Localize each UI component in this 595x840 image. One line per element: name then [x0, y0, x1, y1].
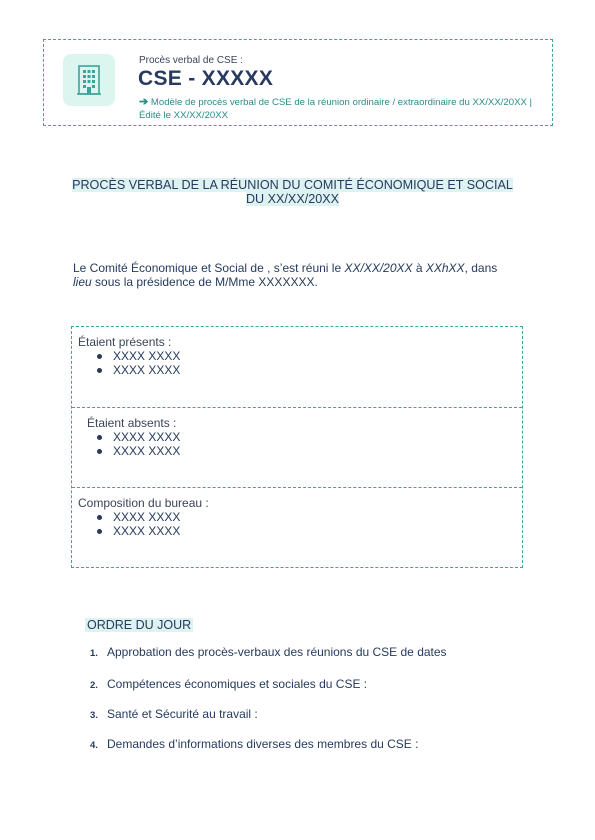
absent-label: Étaient absents :: [87, 416, 177, 430]
present-label: Étaient présents :: [78, 335, 172, 349]
intro-text: Le Comité Économique et Social de , s’est réuni le: [73, 261, 345, 275]
intro-time: XXhXX: [425, 261, 465, 275]
logo-tile: [63, 54, 115, 106]
list-item: XXXX XXXX: [96, 444, 180, 458]
list-item: XXXX XXXX: [96, 363, 180, 377]
agenda-item: [90, 737, 418, 751]
present-section: [72, 327, 522, 407]
bureau-list: [96, 510, 180, 538]
agenda-item-number: 4.: [90, 740, 98, 751]
absent-section: [72, 407, 522, 487]
main-title: CSE - XXXXX: [138, 67, 274, 90]
document-title-line2: DU XX/XX/20XX: [245, 192, 340, 206]
agenda-item-number: 1.: [90, 648, 98, 659]
agenda-item-number: 2.: [90, 680, 98, 691]
agenda-item-number: 3.: [90, 710, 98, 721]
pv-label: Procès verbal de CSE :: [139, 55, 243, 66]
intro-text: , dans: [464, 261, 498, 275]
agenda-title: ORDRE DU JOUR: [87, 618, 192, 632]
intro-paragraph: [73, 261, 513, 289]
agenda-item-text: Compétences économiques et sociales du CSE :: [107, 677, 368, 691]
agenda-item-text: Demandes d’informations diverses des membres du CSE :: [107, 737, 419, 751]
agenda-item: [90, 677, 367, 691]
subtitle: [139, 96, 539, 122]
agenda-item-text: Santé et Sécurité au travail :: [107, 707, 258, 721]
intro-place: lieu: [73, 275, 92, 289]
list-item: XXXX XXXX: [96, 510, 180, 524]
agenda-item: [90, 707, 258, 721]
building-icon: [76, 64, 102, 96]
subtitle-text: Modèle de procès verbal de CSE de la réunion ordinaire / extraordinaire du XX/XX/20XX | Édité le XX/XX/20XX: [139, 97, 533, 121]
header-box: [43, 39, 553, 126]
document-title-line1: PROCÈS VERBAL DE LA RÉUNION DU COMITÉ ÉCONOMIQUE ET SOCIAL: [72, 178, 513, 192]
intro-date: XX/XX/20XX: [344, 261, 413, 275]
agenda-item: [90, 645, 447, 659]
intro-text: à: [412, 261, 426, 275]
absent-list: [96, 430, 180, 458]
list-item: XXXX XXXX: [96, 349, 180, 363]
list-item: XXXX XXXX: [96, 430, 180, 444]
arrow-right-icon: ➔: [139, 96, 149, 108]
attendance-box: [71, 326, 523, 568]
list-item: XXXX XXXX: [96, 524, 180, 538]
bureau-section: [72, 487, 522, 567]
present-list: [96, 349, 180, 377]
document-title: [70, 178, 515, 206]
bureau-label: Composition du bureau :: [78, 496, 209, 510]
agenda-item-text: Approbation des procès-verbaux des réunions du CSE de dates: [107, 645, 447, 659]
intro-text: sous la présidence de M/Mme XXXXXXX.: [91, 275, 318, 289]
